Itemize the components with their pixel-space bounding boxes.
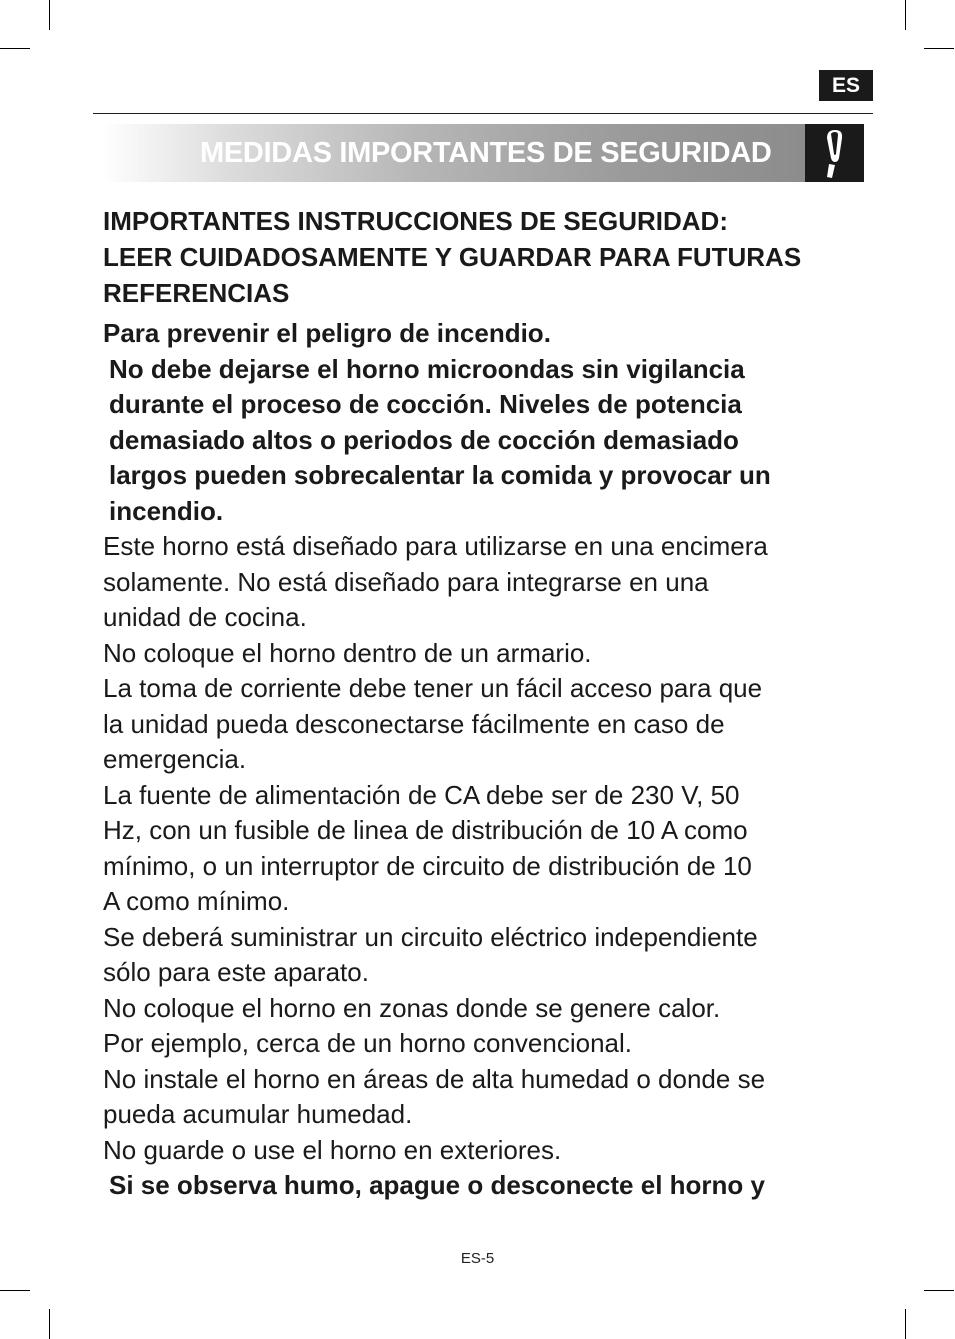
text-line: No guarde o use el horno en exteriores. (103, 1134, 562, 1165)
heading-line: LEER CUIDADOSAMENTE Y GUARDAR PARA FUTURAS (103, 242, 802, 272)
warning-line: incendio. (109, 495, 224, 526)
text-line: la unidad pueda desconectarse fácilmente en caso de (103, 708, 725, 739)
text-line: mínimo, o un interruptor de circuito de distribución de 10 (103, 850, 752, 881)
crop-mark (924, 48, 954, 49)
text-line: No coloque el horno en zonas donde se genere calor. (103, 992, 721, 1023)
text-line: Hz, con un fusible de linea de distribución de 10 A como (103, 815, 748, 845)
warning-line: demasiado altos o periodos de cocción demasiado (109, 424, 739, 455)
text-line: Por ejemplo, cerca de un horno convencional. (103, 1028, 632, 1058)
text-line: solamente. No está diseñado para integrarse en una (103, 566, 709, 597)
crop-mark (0, 1290, 30, 1291)
text-line: pueda acumular humedad. (103, 1099, 413, 1129)
text-line: La fuente de alimentación de CA debe ser de 230 V, 50 (103, 779, 740, 810)
crop-mark (905, 0, 906, 30)
heading-line: REFERENCIAS (103, 278, 290, 308)
page-number: ES-5 (460, 1250, 495, 1267)
crop-mark (49, 0, 50, 30)
header-rule (93, 113, 873, 114)
crop-mark (924, 1290, 954, 1291)
text-line: La toma de corriente debe tener un fácil acceso para que (103, 673, 763, 703)
smoke-warning: Si se observa humo, apague o desconecte el horno y (109, 1170, 765, 1200)
text-line: A como mínimo. (103, 886, 290, 916)
text-line: emergencia. (103, 744, 247, 774)
text-line: sólo para este aparato. (103, 957, 369, 987)
fire-warning (103, 352, 863, 530)
instructions-text (103, 529, 863, 1168)
fire-section-title: Para prevenir el peligro de incendio. (103, 318, 551, 348)
warning-line: No debe dejarse el horno microondas sin vigilancia (109, 353, 745, 384)
warning-line: durante el proceso de cocción. Niveles de potencia (109, 389, 742, 419)
text-line: Este horno está diseñado para utilizarse en una encimera (103, 531, 768, 561)
crop-mark (0, 48, 30, 49)
language-badge: ES (819, 70, 873, 101)
warning-exclamation-icon (805, 124, 864, 182)
text-line: unidad de cocina. (103, 602, 307, 632)
page-heading (103, 203, 863, 311)
text-line: Se deberá suministrar un circuito eléctrico independiente (103, 921, 758, 952)
crop-mark (49, 1309, 50, 1339)
document-body (103, 203, 863, 1204)
warning-line: largos pueden sobrecalentar la comida y provocar un (109, 460, 771, 490)
text-line: No instale el horno en áreas de alta humedad o donde se (103, 1063, 766, 1094)
crop-mark (905, 1309, 906, 1339)
heading-line: IMPORTANTES INSTRUCCIONES DE SEGURIDAD: (103, 206, 728, 236)
text-line: No coloque el horno dentro de un armario. (103, 637, 592, 668)
section-title: MEDIDAS IMPORTANTES DE SEGURIDAD (200, 136, 772, 169)
